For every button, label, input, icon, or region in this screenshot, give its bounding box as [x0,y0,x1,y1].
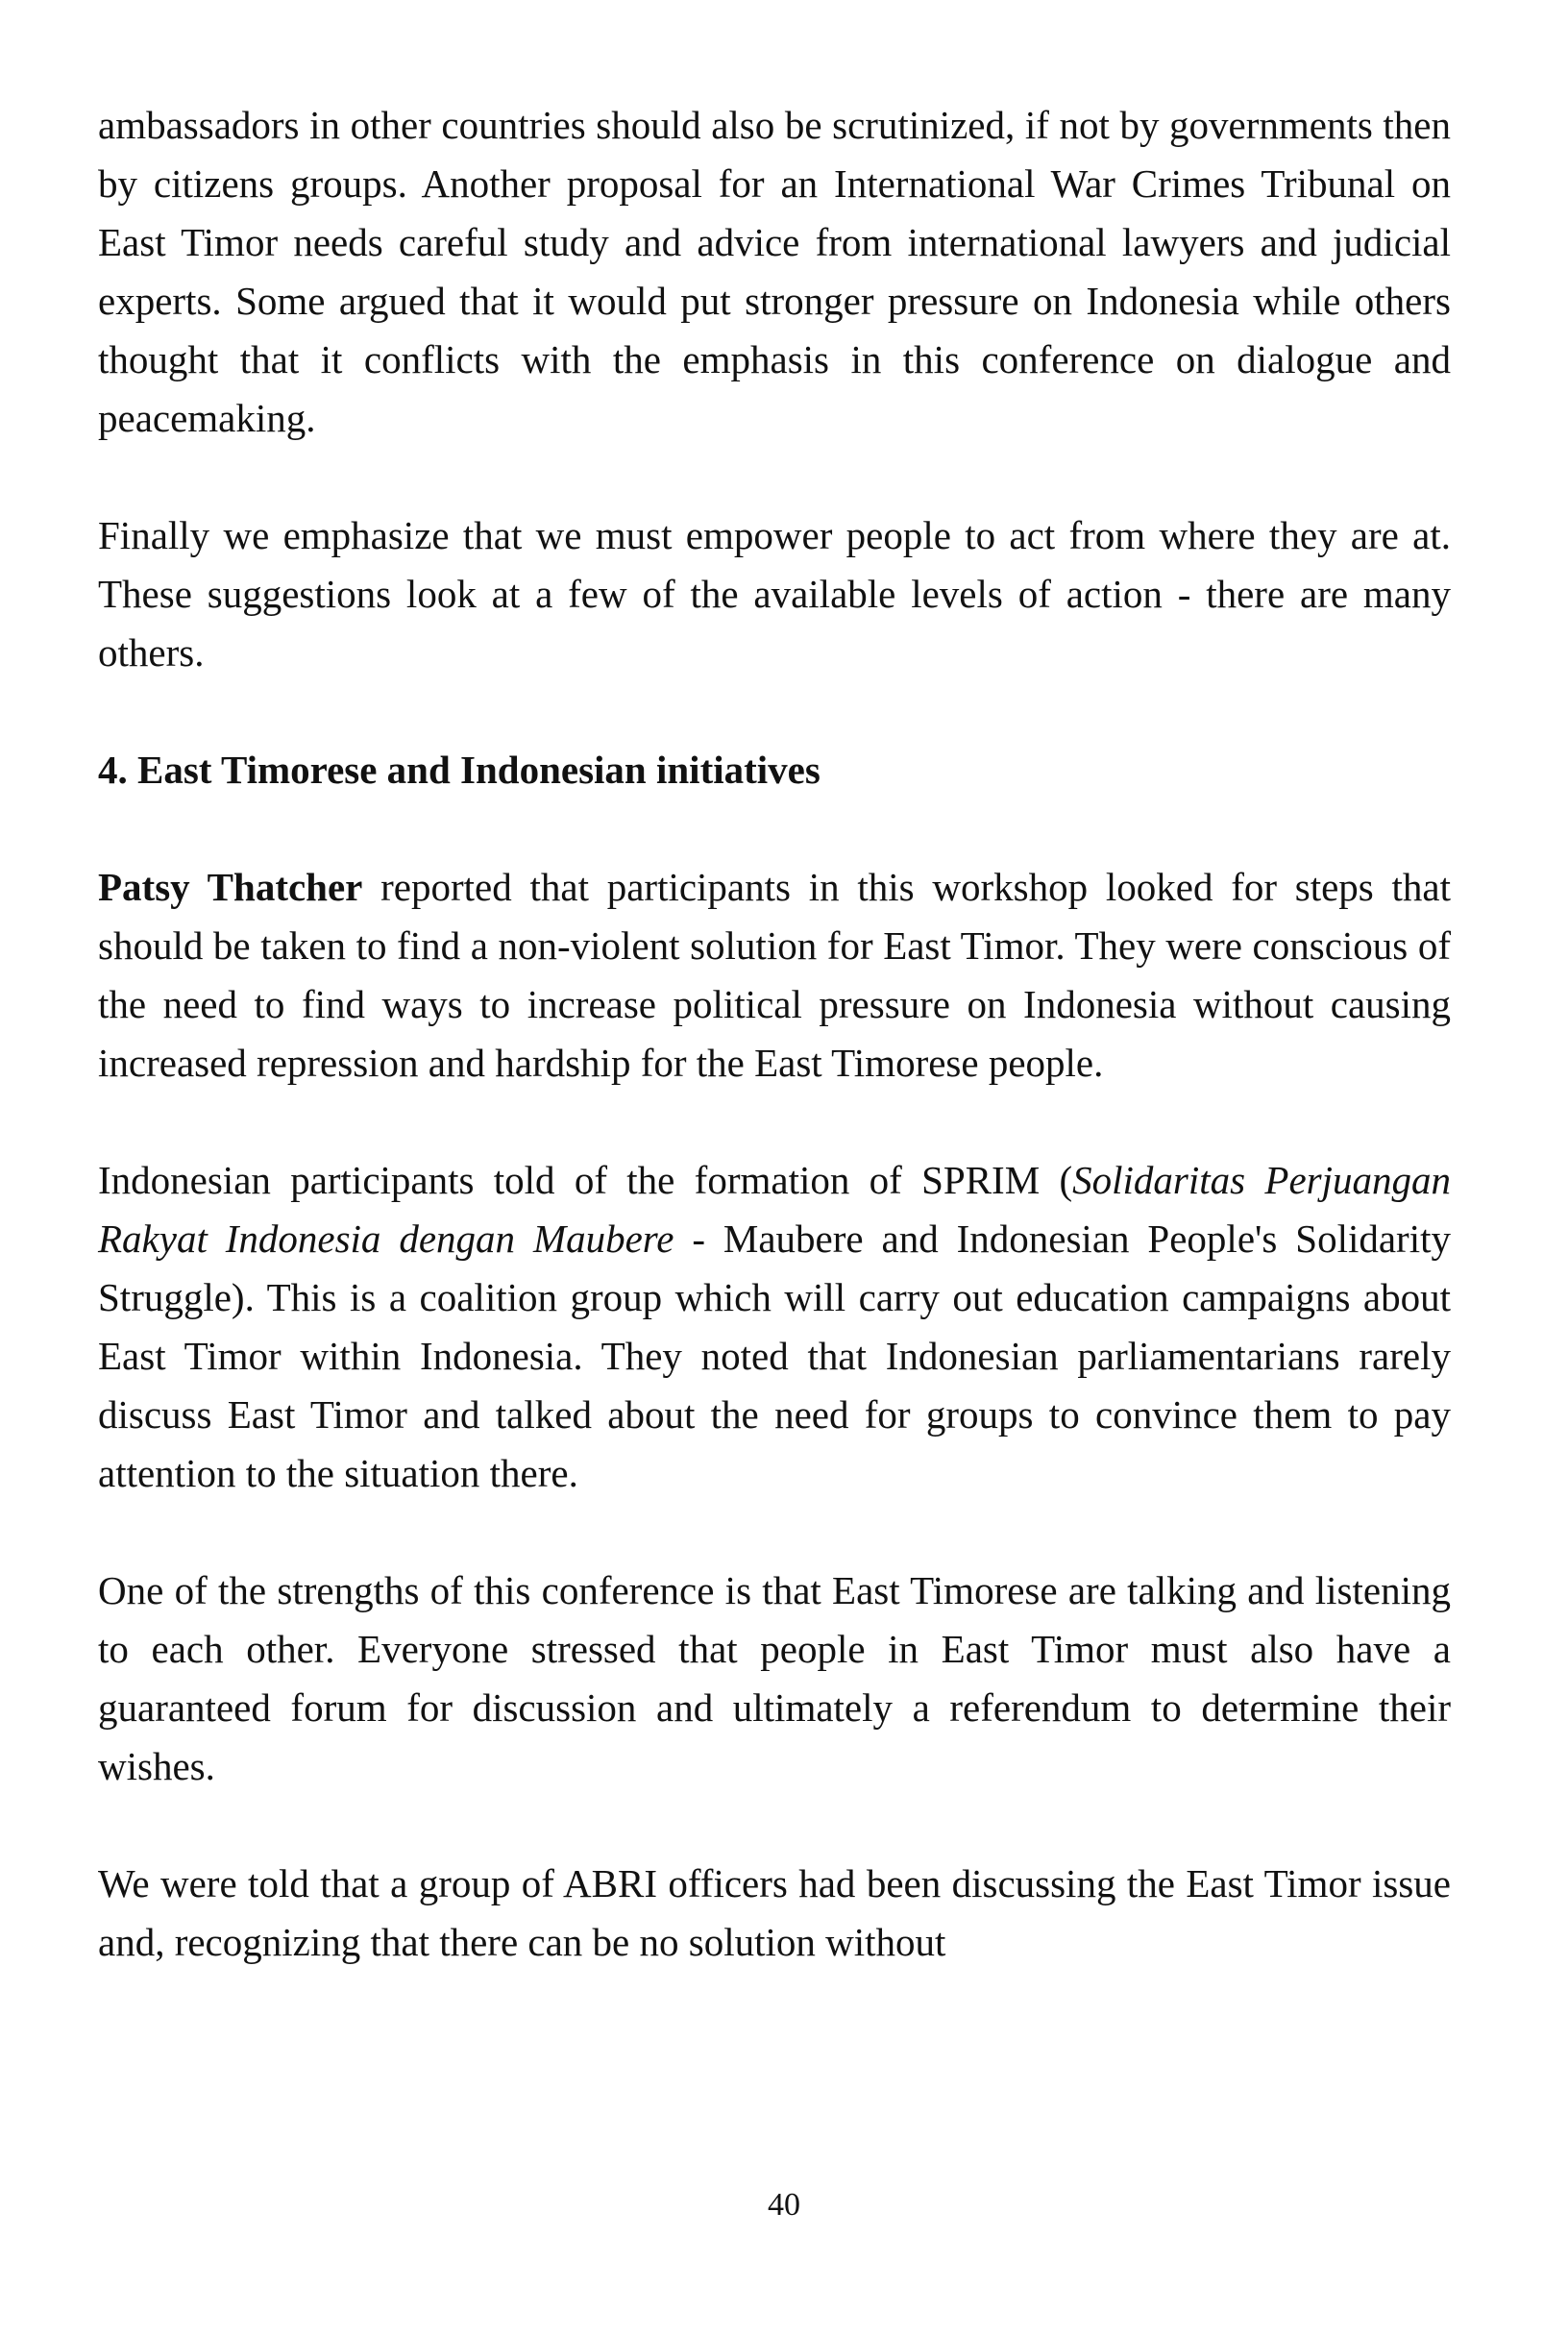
paragraph-workshop-report [98,858,1451,1093]
speaker-name: Patsy Thatcher [98,865,363,909]
paragraph-sprim-rest: - Maubere and Indonesian People's Solidarity Struggle). This is a coalition group which will carry out education campaigns about East Timor within Indonesia. They noted that Indonesian parliamentarians rarely discuss East Timor and talked about the need for groups to convince them to pay attention to the situation there. [98,1217,1451,1495]
paragraph-workshop-report-text: reported that participants in this workshop looked for steps that should be taken to find a non-violent solution for East Timor. They were conscious of the need to find ways to increase political pressure on Indonesia without causing increased repression and hardship for the East Timorese people. [98,865,1451,1085]
paragraph-conference-strengths: One of the strengths of this conference is that East Timorese are talking and listening to each other. Everyone stressed that people in East Timor must also have a guaranteed forum for discussion and ultimately a referendum to determine their wishes. [98,1568,1451,1788]
paragraph-abri: We were told that a group of ABRI officers had been discussing the East Timor issue and, recognizing that there can be no solution without [98,1861,1451,1964]
document-page [98,96,1451,1972]
sprim-full-name: Solidaritas Perjuangan Rakyat Indonesia dengan Maubere [98,1158,1451,1261]
paragraph-empowerment: Finally we emphasize that we must empower people to act from where they are at. These suggestions look at a few of the available levels of action - there are many others. [98,513,1451,675]
page-number: 40 [768,2187,800,2223]
paragraph-sprim-start: Indonesian participants told of the formation of SPRIM ( [98,1158,1073,1202]
paragraph-scrutiny: ambassadors in other countries should also be scrutinized, if not by governments then by citizens groups. Another proposal for an International War Crimes Tribunal on East Timor needs careful study and advice from international lawyers and judicial experts. Some argued that it would put stronger pressure on Indonesia while others thought that it conflicts with the emphasis in this conference on dialogue and peacemaking. [98,103,1451,440]
section-heading: 4. East Timorese and Indonesian initiatives [98,748,821,792]
paragraph-sprim [98,1151,1451,1503]
